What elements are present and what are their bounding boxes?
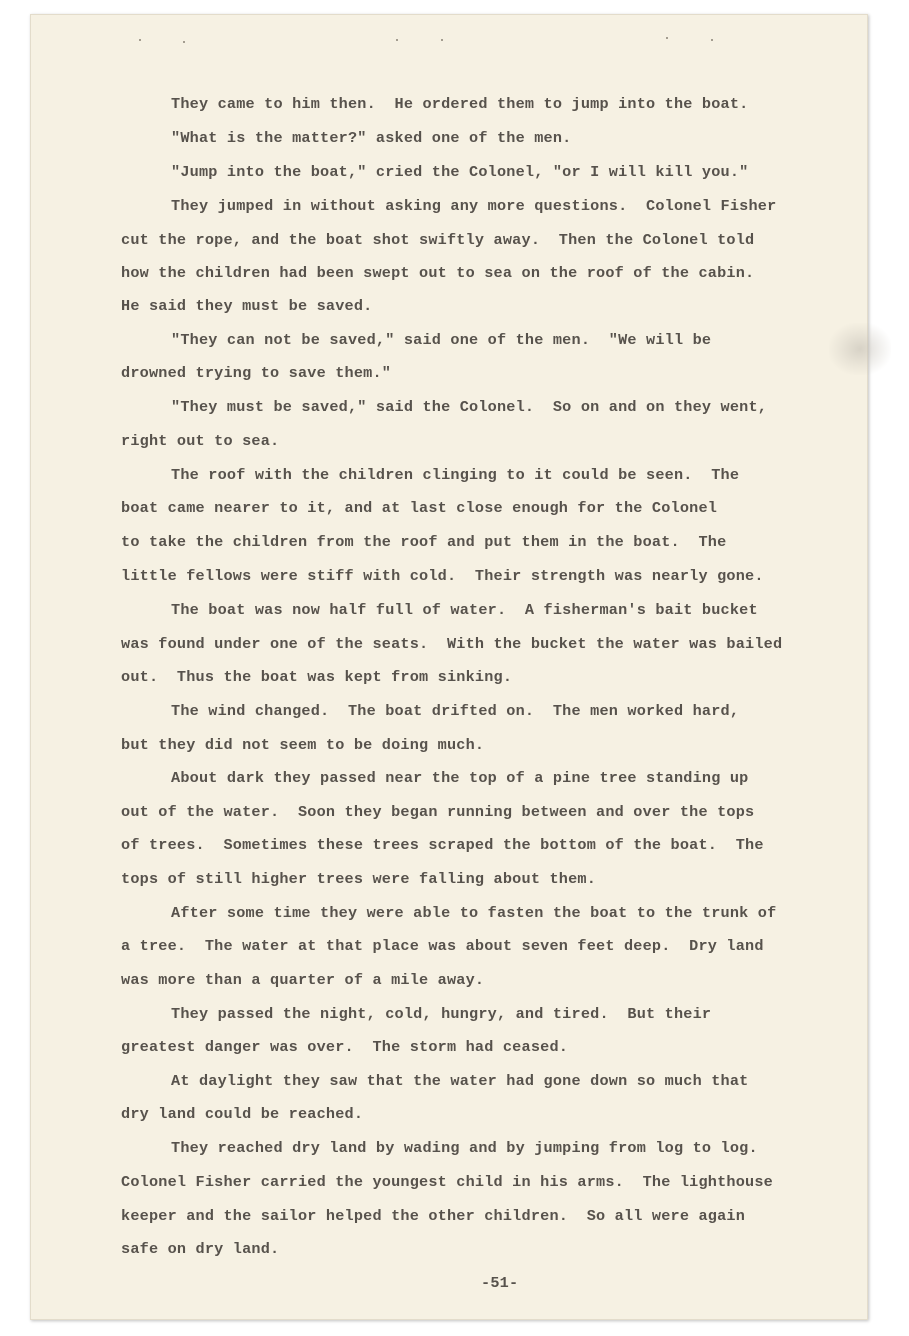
text-line: of trees. Sometimes these trees scraped the bottom of the boat. The [121,836,764,854]
paper-speck [441,39,443,41]
text-line: boat came nearer to it, and at last close enough for the Colonel [121,499,718,517]
text-line: He said they must be saved. [121,297,373,315]
text-line: They passed the night, cold, hungry, and tired. But their [171,1005,712,1023]
typed-page [30,14,868,1320]
text-line: out. Thus the boat was kept from sinking. [121,668,513,686]
text-line: "They must be saved," said the Colonel. So on and on they went, [171,398,768,416]
text-line: At daylight they saw that the water had gone down so much that [171,1072,749,1090]
text-line: out of the water. Soon they began running between and over the tops [121,803,755,821]
text-line: how the children had been swept out to sea on the roof of the cabin. [121,264,755,282]
paper-speck [396,39,398,41]
text-line: After some time they were able to fasten the boat to the trunk of [171,904,777,922]
text-line: The boat was now half full of water. A fisherman's bait bucket [171,601,758,619]
paper-smudge [829,323,891,375]
paper-speck [183,41,185,43]
text-line: cut the rope, and the boat shot swiftly away. Then the Colonel told [121,231,755,249]
text-line: They reached dry land by wading and by jumping from log to log. [171,1139,758,1157]
text-line: They came to him then. He ordered them to jump into the boat. [171,95,749,113]
paper-speck [139,39,141,41]
text-line: The wind changed. The boat drifted on. The men worked hard, [171,702,740,720]
text-line: was found under one of the seats. With the bucket the water was bailed [121,635,783,653]
text-line: "Jump into the boat," cried the Colonel, "or I will kill you." [171,163,749,181]
text-line: right out to sea. [121,432,280,450]
page-number: -51- [481,1274,519,1292]
text-line: to take the children from the roof and put them in the boat. The [121,533,727,551]
text-line: greatest danger was over. The storm had ceased. [121,1038,569,1056]
paper-speck [666,37,668,39]
text-line: was more than a quarter of a mile away. [121,971,485,989]
text-line: "They can not be saved," said one of the men. "We will be [171,331,712,349]
text-line: tops of still higher trees were falling about them. [121,870,597,888]
text-line: but they did not seem to be doing much. [121,736,485,754]
text-line: safe on dry land. [121,1240,280,1258]
text-line: "What is the matter?" asked one of the men. [171,129,572,147]
text-line: little fellows were stiff with cold. Their strength was nearly gone. [121,567,764,585]
paper-speck [711,39,713,41]
text-line: The roof with the children clinging to it could be seen. The [171,466,740,484]
text-line: a tree. The water at that place was about seven feet deep. Dry land [121,937,764,955]
text-line: Colonel Fisher carried the youngest child in his arms. The lighthouse [121,1173,773,1191]
text-line: keeper and the sailor helped the other children. So all were again [121,1207,746,1225]
text-line: dry land could be reached. [121,1105,364,1123]
text-line: They jumped in without asking any more questions. Colonel Fisher [171,197,777,215]
text-line: drowned trying to save them." [121,364,392,382]
text-line: About dark they passed near the top of a pine tree standing up [171,769,749,787]
